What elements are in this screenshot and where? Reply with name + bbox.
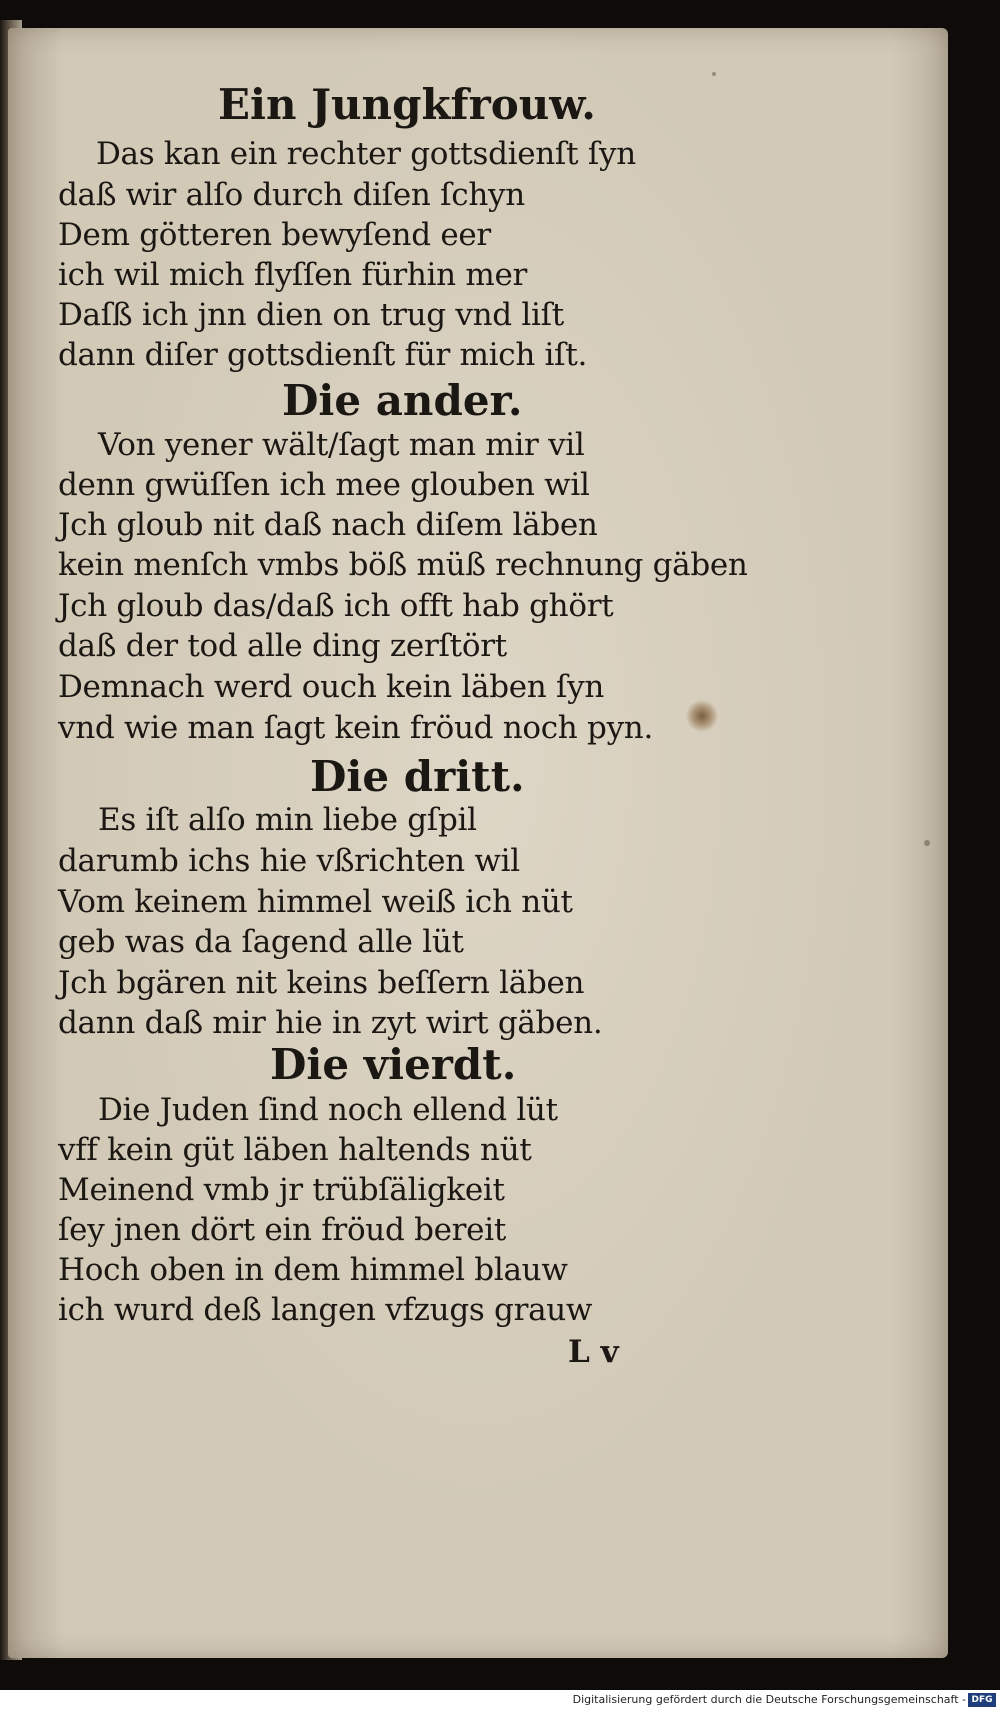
digitization-footer <box>0 1690 1000 1711</box>
verse-line: Vom keinem himmel weiß ich nüt <box>58 884 573 920</box>
dfg-logo: DFG <box>968 1693 996 1707</box>
verse-line: Meinend vmb jr trübſäligkeit <box>58 1172 505 1208</box>
paper-speck <box>924 840 930 846</box>
verse-line: denn gwüſſen ich mee glouben wil <box>58 467 590 503</box>
verse-line: ich wil mich flyſſen fürhin mer <box>58 257 528 293</box>
verse-line: daß wir alſo durch diſen ſchyn <box>58 177 525 213</box>
verse-line: kein menſch vmbs böß müß rechnung gäben <box>58 547 748 583</box>
paper-speck <box>712 72 716 76</box>
verse-line: Das kan ein rechter gottsdienſt ſyn <box>96 136 636 172</box>
section-heading: Die ander. <box>282 376 523 425</box>
verse-line: Die Juden ſind noch ellend lüt <box>98 1092 558 1128</box>
verse-line: dann daß mir hie in zyt wirt gäben. <box>58 1005 603 1041</box>
verse-line: Jch bgären nit keins beſſern läben <box>58 965 585 1001</box>
verse-line: Dem götteren bewyſend eer <box>58 217 491 253</box>
verse-line: darumb ichs hie vßrichten wil <box>58 843 520 879</box>
verse-line: Demnach werd ouch kein läben ſyn <box>58 669 605 705</box>
verse-line: dann diſer gottsdienſt für mich iſt. <box>58 337 588 373</box>
verse-line: ſey jnen dört ein fröud bereit <box>58 1212 506 1248</box>
verse-line: Hoch oben in dem himmel blauw <box>58 1252 568 1288</box>
verse-line: vff kein güt läben haltends nüt <box>58 1132 532 1168</box>
verse-line: Jch gloub das/daß ich offt hab ghört <box>58 588 614 624</box>
verse-line: Jch gloub nit daß nach diſem läben <box>58 507 598 543</box>
verse-line: geb was da ſagend alle lüt <box>58 924 464 960</box>
verse-line: ich wurd deß langen vfzugs grauw <box>58 1292 593 1328</box>
verse-line: Daſß ich jnn dien on trug vnd liſt <box>58 297 564 333</box>
ink-stain <box>686 700 718 732</box>
verse-line: vnd wie man ſagt kein fröud noch pyn. <box>58 710 654 746</box>
section-heading: Die dritt. <box>310 752 525 801</box>
funding-credit: Digitalisierung gefördert durch die Deutsche Forschungsgemeinschaft - <box>572 1693 966 1706</box>
section-heading: Die vierdt. <box>270 1040 517 1089</box>
verse-line: Es iſt alſo min liebe gſpil <box>98 802 477 838</box>
verse-line: daß der tod alle ding zerſtört <box>58 628 507 664</box>
running-title: Ein Jungkfrouw. <box>218 80 596 129</box>
signature-mark: L v <box>568 1334 619 1370</box>
verse-line: Von yener wält/ſagt man mir vil <box>98 427 585 463</box>
